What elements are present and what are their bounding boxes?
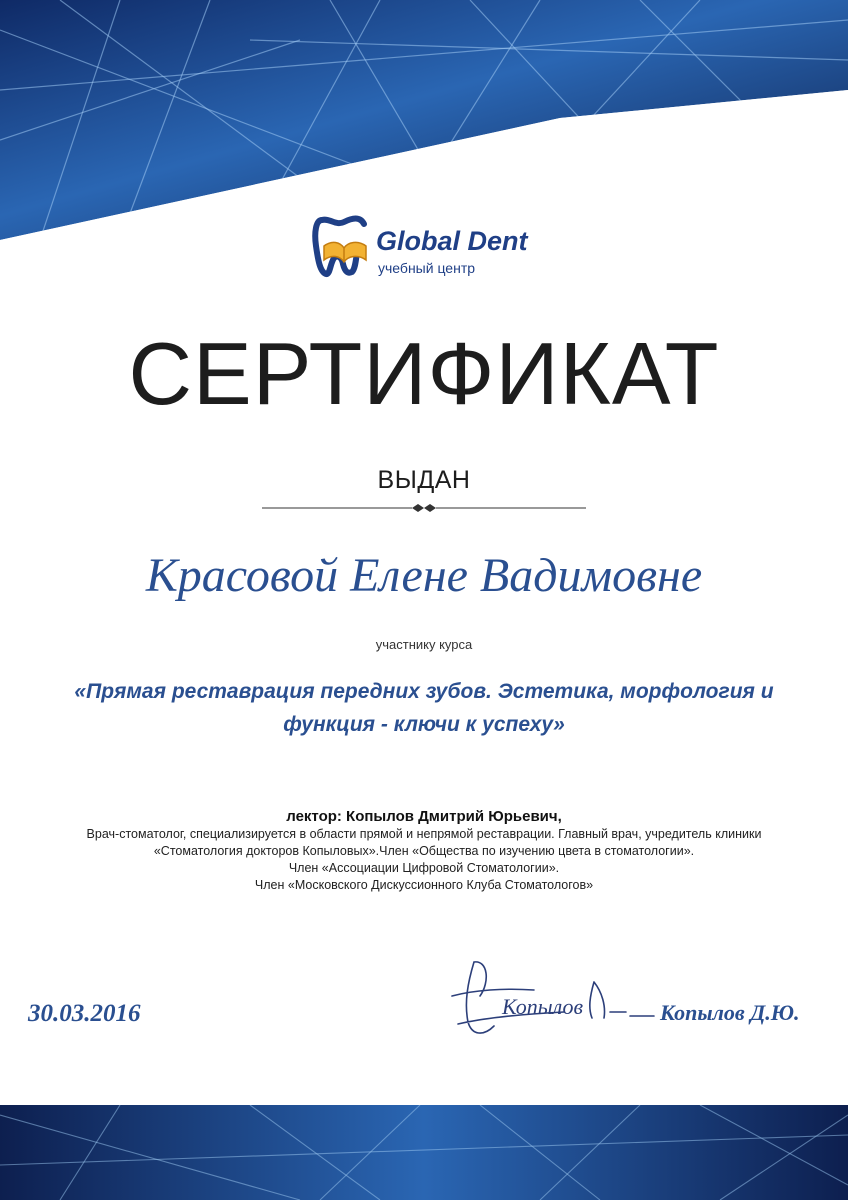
recipient-name: Красовой Елене Вадимовне [145, 549, 703, 602]
logo-subtitle: учебный центр [378, 260, 476, 276]
signatory-name: Копылов Д.Ю. [660, 1000, 800, 1025]
certificate-title: СЕРТИФИКАТ [128, 324, 720, 423]
lecturer-bio [20, 826, 828, 894]
bio-line: Член «Московского Дискуссионного Клуба Стоматологов» [254, 878, 594, 892]
lecturer-name: лектор: Копылов Дмитрий Юрьевич, [286, 808, 562, 825]
issue-date: 30.03.2016 [28, 1000, 141, 1027]
signature-handwriting: Копылов [502, 994, 584, 1019]
bio-line: Член «Ассоциации Цифровой Стоматологии». [288, 861, 560, 875]
handwritten-signature [444, 952, 664, 1042]
issued-label: ВЫДАН [377, 466, 471, 494]
course-title: «Прямая реставрация передних зубов. Эстетика, морфология и функция - ключи к успеху» [74, 680, 774, 736]
bottom-decorative-band [0, 1105, 848, 1200]
tooth-book-icon [312, 202, 374, 282]
global-dent-logo [312, 202, 562, 282]
logo-name: Global Dent [376, 226, 528, 256]
bio-line: «Стоматология докторов Копыловых».Член «Общества по изучению цвета в стоматологии». [153, 844, 695, 858]
ornament-divider [262, 502, 586, 514]
bio-line: Врач-стоматолог, специализируется в области прямой и непрямой реставрации. Главный врач, учредитель клиники [86, 827, 762, 841]
participant-label: участнику курса [375, 637, 473, 652]
